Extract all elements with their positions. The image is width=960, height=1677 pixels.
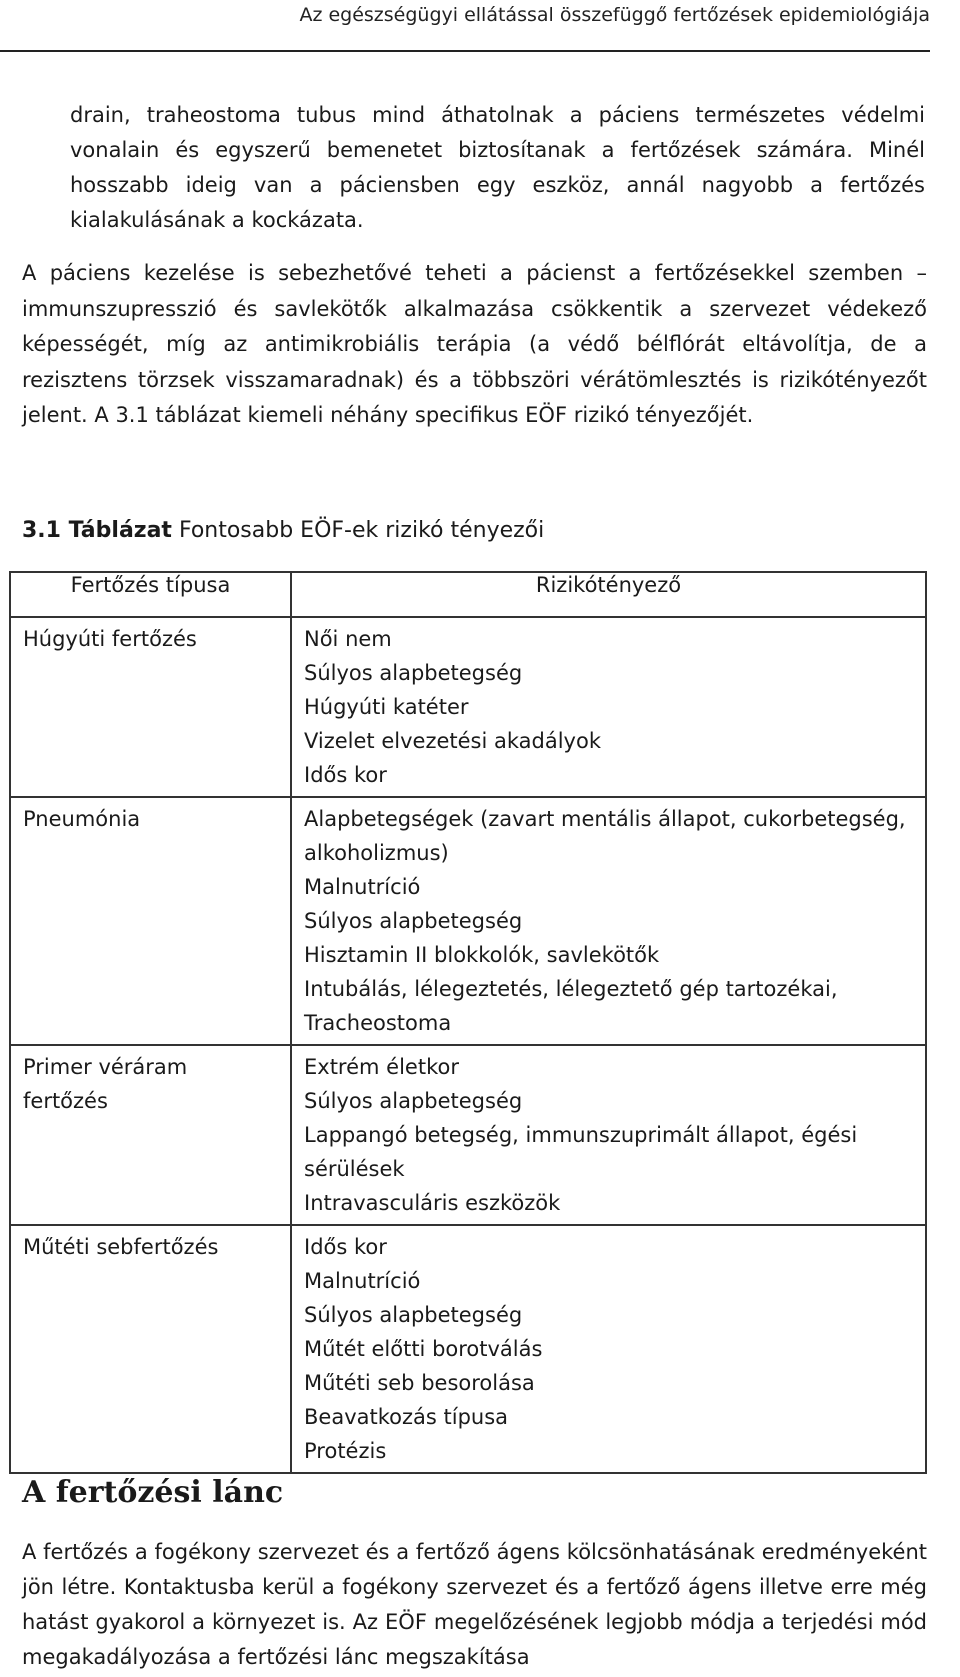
table-row — [10, 1045, 926, 1225]
risk-item: Alapbetegségek (zavart mentális állapot, cukorbetegség, alkoholizmus) — [304, 807, 906, 865]
table-caption-number: 3.1 Táblázat — [22, 518, 172, 543]
risk-factors-cell — [291, 797, 926, 1045]
paragraph-infection-chain: A fertőzés a fogékony szervezet és a fertőző ágens kölcsönhatásának eredményeként jön létre. Kontaktusba kerül a fogékony szervezet és a fertőző ágens illetve erre még hatást gyakorol a környezet is. Az EÖF megelőzésének legjobb módja a terjedési mód megakadályozása a fertőzési lánc megszakítása — [22, 1540, 927, 1669]
risk-item: Műtéti seb besorolása — [304, 1371, 535, 1395]
risk-item: Húgyúti katéter — [304, 695, 469, 719]
section-title: A fertőzési lánc — [22, 1475, 284, 1510]
risk-item: Súlyos alapbetegség — [304, 1089, 523, 1113]
risk-item: Női nem — [304, 627, 392, 651]
table-row — [10, 1225, 926, 1473]
paragraph-treatment: A páciens kezelése is sebezhetővé teheti a pácienst a fertőzésekkel szemben – immunszupresszió és savlekötők alkalmazása csökkentik a szervezet védekező képességét, míg az antimikrobiális terápia (a védő bélflórát eltávolítja, de a rezisztens törzsek visszamaradnak) és a többszöri vérátömlesztés is rizikótényezőt jelent. A 3.1 táblázat kiemeli néhány specifikus EÖF rizikó tényezőjét. — [22, 261, 927, 427]
table-row — [10, 797, 926, 1045]
risk-factors-cell — [291, 617, 926, 797]
column-header-infection-type: Fertőzés típusa — [10, 572, 291, 617]
infection-type-cell: Műtéti sebfertőzés — [10, 1225, 291, 1473]
risk-item: Malnutríció — [304, 875, 421, 899]
risk-item: Intubálás, lélegeztetés, lélegeztető gép tartozékai, Tracheostoma — [304, 977, 838, 1035]
risk-item: Idős kor — [304, 1235, 387, 1259]
risk-factors-cell — [291, 1225, 926, 1473]
risk-item: Műtét előtti borotválás — [304, 1337, 543, 1361]
infection-type-cell: Primer véráram fertőzés — [10, 1045, 291, 1225]
risk-item: Vizelet elvezetési akadályok — [304, 729, 601, 753]
risk-item: Idős kor — [304, 763, 387, 787]
infection-type-cell: Pneumónia — [10, 797, 291, 1045]
risk-item: Súlyos alapbetegség — [304, 909, 523, 933]
risk-factors-cell — [291, 1045, 926, 1225]
risk-item: Extrém életkor — [304, 1055, 459, 1079]
table-caption — [22, 518, 544, 543]
risk-factor-table — [9, 571, 927, 1474]
risk-item: Súlyos alapbetegség — [304, 1303, 523, 1327]
risk-item: Intravasculáris eszközök — [304, 1191, 561, 1215]
page-header — [0, 0, 960, 58]
paragraph-devices: drain, traheostoma tubus mind áthatolnak a páciens természetes védelmi vonalain és egyszerű bemenetet biztosítanak a fertőzések számára. Minél hosszabb ideig van a páciensben egy eszköz, annál nagyobb a fertőzés kialakulásának a kockázata. — [70, 103, 925, 232]
table-header-row — [10, 572, 926, 617]
column-header-risk-factor: Rizikótényező — [291, 572, 926, 617]
header-rule — [0, 50, 930, 52]
risk-item: Súlyos alapbetegség — [304, 661, 523, 685]
risk-item: Lappangó betegség, immunszuprimált állapot, égési sérülések — [304, 1123, 858, 1181]
table-caption-title: Fontosabb EÖF-ek rizikó tényezői — [171, 518, 545, 543]
risk-item: Protézis — [304, 1439, 387, 1463]
infection-type-cell: Húgyúti fertőzés — [10, 617, 291, 797]
risk-item: Malnutríció — [304, 1269, 421, 1293]
risk-item: Hisztamin II blokkolók, savlekötők — [304, 943, 660, 967]
table-row — [10, 617, 926, 797]
running-title: Az egészségügyi ellátással összefüggő fertőzések epidemiológiája — [299, 4, 930, 26]
risk-item: Beavatkozás típusa — [304, 1405, 509, 1429]
